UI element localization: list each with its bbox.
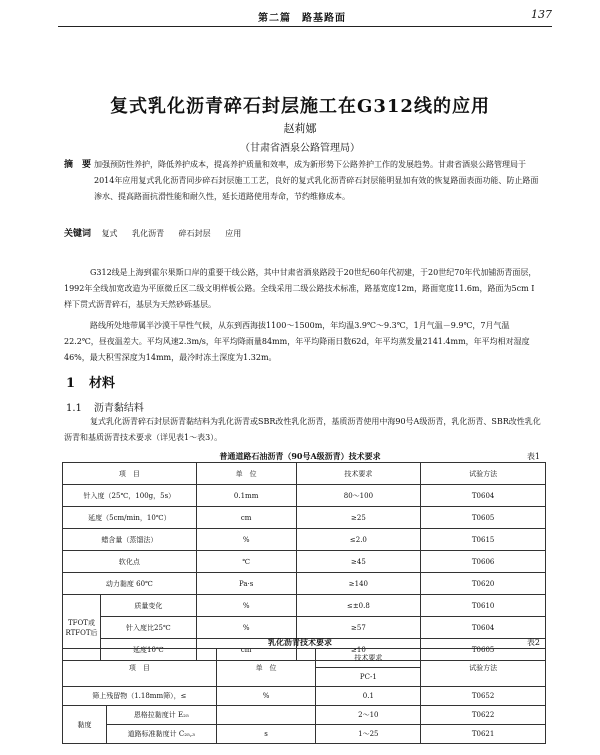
table-cell: T0606 bbox=[421, 551, 546, 573]
table1 bbox=[62, 462, 546, 661]
table-header-cell: 项 目 bbox=[63, 649, 217, 687]
table1-caption: 普通道路石油沥青（90号A级沥青）技术要求 bbox=[219, 451, 381, 461]
author: 赵莉娜 bbox=[283, 122, 317, 135]
table-cell: 针入度（25℃，100g，5s） bbox=[63, 485, 197, 507]
table2 bbox=[62, 648, 546, 744]
table-row bbox=[63, 687, 546, 706]
table2-label: 表2 bbox=[526, 638, 540, 647]
table-cell: T0610 bbox=[421, 595, 546, 617]
table-cell: T0604 bbox=[421, 485, 546, 507]
table-cell: 恩格拉黏度计 E₂₅ bbox=[106, 706, 216, 725]
table-cell: T0621 bbox=[421, 725, 546, 744]
table-cell: 延度（5cm/min，10℃） bbox=[63, 507, 197, 529]
table-cell: ≥140 bbox=[296, 573, 421, 595]
table-row bbox=[63, 595, 546, 617]
subsection-heading bbox=[66, 399, 156, 414]
table-cell: 质量变化 bbox=[100, 595, 196, 617]
table-cell: Pa·s bbox=[196, 573, 296, 595]
table-cell: % bbox=[196, 617, 296, 639]
table-header-row bbox=[63, 463, 546, 485]
paper-title: 复式乳化沥青碎石封层施工在G312线的应用 bbox=[110, 96, 490, 117]
subsection-title: 沥青黏结料 bbox=[93, 403, 144, 414]
table-cell: % bbox=[216, 687, 316, 706]
abstract-label: 摘 要 bbox=[64, 160, 92, 170]
table-row bbox=[63, 617, 546, 639]
table-cell: 软化点 bbox=[63, 551, 197, 573]
table-group-cell: TFOT或RTFOT后 bbox=[63, 595, 101, 661]
table1-label: 表1 bbox=[526, 452, 540, 461]
table-subheader-cell: PC-1 bbox=[316, 668, 421, 687]
table-row bbox=[63, 529, 546, 551]
table-cell bbox=[216, 706, 316, 725]
table-cell: ≥45 bbox=[296, 551, 421, 573]
table-cell: ℃ bbox=[196, 551, 296, 573]
keyword: 应用 bbox=[225, 229, 242, 238]
table-row bbox=[63, 573, 546, 595]
table-group-cell: 黏度 bbox=[63, 706, 107, 744]
table-cell: 0.1 bbox=[316, 687, 421, 706]
table-cell: 动力黏度 60℃ bbox=[63, 573, 197, 595]
table-row bbox=[63, 551, 546, 573]
affiliation: （甘肃省酒泉公路管理局） bbox=[240, 143, 360, 154]
table-cell: T0605 bbox=[421, 507, 546, 529]
abstract-text: 加强预防性养护，降低养护成本，提高养护质量和效率，成为新形势下公路养护工作的发展趋势。甘肃省酒泉公路管理局于2014年应用复式乳化沥青同步碎石封层施工工艺，良好的复式乳化沥青碎石封层能明显加有效的恢复路面表面功能、防止路面渗水、提高路面抗滑性能和耐久性，延长道路使用寿命，节约维修成本。 bbox=[94, 160, 539, 201]
table-cell: T0620 bbox=[421, 573, 546, 595]
table-header-cell: 单 位 bbox=[196, 463, 296, 485]
table-header-cell: 试验方法 bbox=[421, 649, 546, 687]
table-cell: ≥25 bbox=[296, 507, 421, 529]
table-cell: % bbox=[196, 529, 296, 551]
table-cell: 80～100 bbox=[296, 485, 421, 507]
table-cell: 蜡含量（蒸馏法） bbox=[63, 529, 197, 551]
table-cell: cm bbox=[196, 639, 296, 661]
table-cell: T0615 bbox=[421, 529, 546, 551]
table-cell: 0.1mm bbox=[196, 485, 296, 507]
paragraph-intro: G312线是上海到霍尔果斯口岸的重要干线公路，其中甘肃省酒泉路段于20世纪60年代初建，于20世纪70年代加铺沥青面层，1992年全线加宽改造为平原微丘区二级文明样板公路。全线采用二级公路技术标准，路基宽度12m，路面宽度11.6m，路面为5cm I 样下贯式沥青碎石，基层为天然砂砾基层。 bbox=[64, 268, 537, 309]
table-cell: 2～10 bbox=[316, 706, 421, 725]
page-header bbox=[58, 8, 552, 27]
section-number: 1 bbox=[66, 376, 76, 391]
table2-caption: 乳化沥青技术要求 bbox=[268, 637, 332, 647]
abstract bbox=[64, 157, 544, 205]
table-cell: 延度10℃ bbox=[100, 639, 196, 661]
table-cell: 1～25 bbox=[316, 725, 421, 744]
table-row bbox=[63, 725, 546, 744]
section-title: 材料 bbox=[89, 376, 116, 391]
page-number: 137 bbox=[531, 8, 552, 21]
table-cell: 筛上残留物（1.18mm筛），≤ bbox=[63, 687, 217, 706]
table-header-cell: 项 目 bbox=[63, 463, 197, 485]
table-cell: T0604 bbox=[421, 617, 546, 639]
subsection-number: 1.1 bbox=[66, 403, 82, 414]
table-cell: ≤±0.8 bbox=[296, 595, 421, 617]
table-cell: 道路标准黏度计 C₂₅,₃ bbox=[106, 725, 216, 744]
table-header-row bbox=[63, 649, 546, 668]
keyword: 复式 bbox=[101, 229, 118, 238]
table-cell: % bbox=[196, 595, 296, 617]
table-cell: s bbox=[216, 725, 316, 744]
table-header-cell: 试验方法 bbox=[421, 463, 546, 485]
paragraph-climate: 路线所处地带属半沙漠干旱性气候，从东到西海拔1100～1500m，年均温3.9℃～9.3℃，1月气温－9.9℃，7月气温22.2℃，昼夜温差大。平均风速2.3m/s，年平均降雨量84mm，年平均降雨日数62d，年平均蒸发量2141.4mm，年平均相对湿度46%，最大积雪深度为14mm，最冷时冻土深度为1.32m。 bbox=[64, 321, 530, 362]
keywords bbox=[64, 226, 253, 239]
table-cell: T0605 bbox=[421, 639, 546, 661]
table-header-cell: 单 位 bbox=[216, 649, 316, 687]
section-heading bbox=[66, 372, 129, 391]
table-cell: T0622 bbox=[421, 706, 546, 725]
table-cell: cm bbox=[196, 507, 296, 529]
table-cell: ≤2.0 bbox=[296, 529, 421, 551]
table-header-cell: 技术要求 bbox=[316, 649, 421, 668]
paragraph-binder: 复式乳化沥青碎石封层沥青黏结料为乳化沥青或SBR改性乳化沥青，基质沥青使用中海90号A级沥青，乳化沥青、SBR改性乳化沥青和基质沥青技术要求（详见表1～表3）。 bbox=[64, 417, 541, 442]
keyword: 乳化沥青 bbox=[132, 229, 165, 238]
keywords-label: 关键词 bbox=[64, 229, 92, 239]
table-header-cell: 技术要求 bbox=[296, 463, 421, 485]
table-row bbox=[63, 507, 546, 529]
table-row bbox=[63, 706, 546, 725]
running-section-title: 第二篇 路基路面 bbox=[258, 13, 346, 24]
table-cell: ≥57 bbox=[296, 617, 421, 639]
table-cell: 针入度比25℃ bbox=[100, 617, 196, 639]
table-cell: ≥10 bbox=[296, 639, 421, 661]
keyword: 碎石封层 bbox=[178, 229, 211, 238]
table-cell: T0652 bbox=[421, 687, 546, 706]
table-row bbox=[63, 485, 546, 507]
